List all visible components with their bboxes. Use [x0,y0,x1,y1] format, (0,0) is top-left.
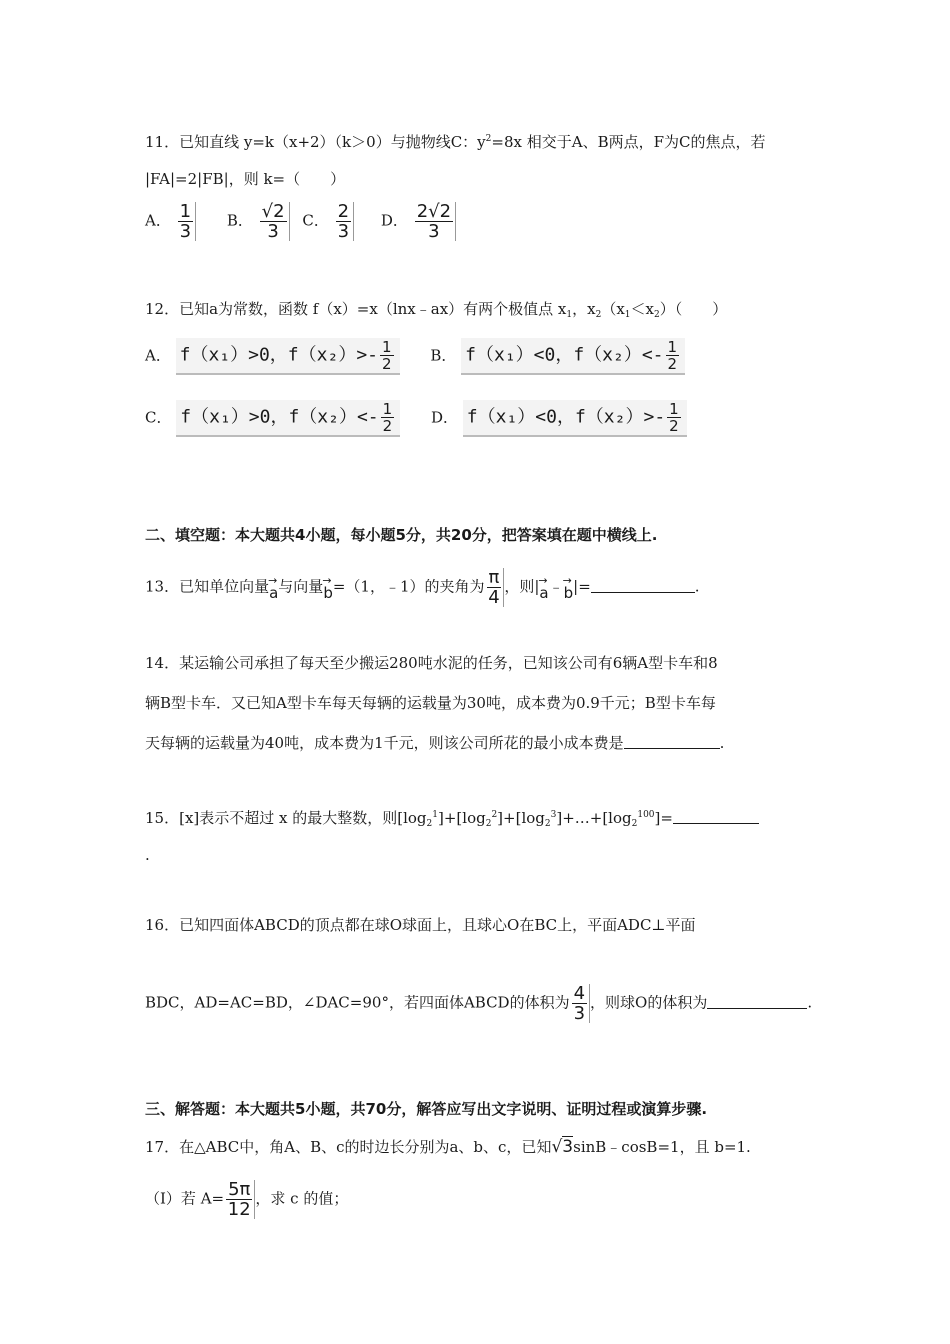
vector-a: → a [269,582,278,604]
log-base: 2 [485,819,492,829]
q11-option-c-label: C． [302,211,329,230]
q11-sup: 2 [485,134,492,144]
denominator: 3 [428,221,440,242]
q11-option-d-fraction [413,202,456,241]
q12-option-a-formula [176,338,400,375]
q12-option-c-label: C． [145,408,172,427]
q13-text-b: 与向量 [278,577,324,596]
q11-option-c [302,202,354,241]
numerator: 1 [667,338,678,356]
q13-text-c: =（1，﹣1）的夹角为 [332,577,485,596]
q17-line1 [145,1136,751,1158]
q11-option-a-fraction [176,202,196,241]
denominator: 3 [179,221,192,242]
q11-option-a [145,202,196,241]
numerator: 2√2 [416,201,452,222]
q11-text-a: 11．已知直线 y=k（x+2）（k＞0）与抛物线C：y [145,133,486,151]
q15-text: ]= [654,809,673,827]
q15-stem [145,804,759,835]
q12-option-b [430,338,685,375]
q11-option-b-label: B． [226,211,253,230]
q14-line3 [145,732,724,754]
vector-b: → b [564,582,574,604]
q12-text-a: 12．已知a为常数，函数 f（x）=x（lnx﹣ax）有两个极值点 x [145,300,567,318]
q12-option-c [145,400,400,437]
q11-stem-line1 [145,128,765,153]
q17-part1-text-b: ，求 c 的值； [255,1189,349,1208]
q12-option-a [145,338,400,375]
formula-text: f（x₁）>0，f（x₂）>- [179,344,378,366]
denominator: 3 [337,221,350,242]
q17-part1 [145,1180,348,1219]
section2-heading: 二、填空题：本大题共4小题，每小题5分，共20分，把答案填在题中横线上. [145,526,658,544]
numerator: 1 [382,400,393,418]
log-base: 2 [631,819,638,829]
q12-option-b-label: B． [430,346,457,365]
sqrt-radicand: 3 [562,1137,574,1157]
q15-text: 15．[x]表示不超过 x 的最大整数，则[log [145,809,427,827]
q16-text-b: ，则球O的体积为 [590,993,708,1012]
denominator: 3 [267,221,279,242]
q11-option-b-fraction [258,202,290,241]
numerator: π [488,567,500,588]
q16-end: . [807,993,813,1012]
q13-stem [145,568,700,607]
q17-angle-fraction [224,1180,255,1219]
q13-text-e: ﹣ [548,577,564,596]
q12-option-d-label: D． [430,408,458,427]
q12-option-c-formula [176,400,400,437]
q15-end: . [145,846,150,864]
denominator: 2 [669,417,679,435]
q16-line1: 16．已知四面体ABCD的顶点都在球O球面上，且球心O在BC上，平面ADC⊥平面 [145,916,696,934]
q15-text: ]+…+[log [556,809,632,827]
numerator: 2 [337,201,350,222]
q13-angle-fraction [485,568,505,607]
log-base: 2 [544,819,551,829]
q12-sub: 2 [595,310,602,320]
q11-option-d [381,202,456,241]
denominator: 2 [382,355,392,373]
vector-a: → a [539,582,548,604]
q16-line2 [145,984,812,1023]
numerator: 4 [573,983,586,1004]
q13-end: . [694,577,700,596]
formula-text: f（x₁）>0，f（x₂）<- [180,406,379,428]
q12-text-b: ，x [572,300,596,318]
q12-sub: 1 [566,310,573,320]
denominator: 12 [227,1199,251,1220]
q14-text: 天每辆的运载量为40吨，成本费为1千元，则该公司所花的最小成本费是 [145,734,624,752]
sqrt-sign: √ [551,1137,563,1157]
fraction [378,339,396,372]
q12-option-d-formula [463,400,687,437]
fraction [379,401,397,434]
numerator: 5π [228,1179,251,1200]
q11-option-c-fraction [334,202,354,241]
q12-options-row1 [145,338,685,375]
q15-answer-blank[interactable] [673,809,759,824]
q17-text-a: 17．在△ABC中，角A、B、c的时边长分别为a、b、c，已知 [145,1138,552,1156]
numerator: √2 [261,201,285,222]
log-arg: 100 [637,810,655,820]
q16-text-a: BDC，AD=AC=BD，∠DAC=90°，若四面体ABCD的体积为 [145,993,570,1012]
section3-heading: 三、解答题：本大题共5小题，共70分，解答应写出文字说明、证明过程或演算步骤. [145,1100,708,1118]
q12-option-a-label: A． [145,346,171,365]
q12-text-e: ）（ ） [659,300,728,318]
q13-text-d: ，则| [504,577,540,596]
q12-option-b-formula [461,338,685,375]
formula-text: f（x₁）<0，f（x₂）<- [465,344,664,366]
q11-option-a-label: A． [145,211,171,230]
log-arg: 1 [432,810,438,820]
numerator: 1 [179,201,192,222]
numerator: 1 [382,338,392,356]
q14-end: . [719,734,725,752]
q12-option-d [431,400,687,437]
q14-line2: 辆B型卡车．又已知A型卡车每天每辆的运载量为30吨，成本费为0.9千元；B型卡车每 [145,694,716,712]
fraction [664,339,682,372]
log-base: 2 [426,819,433,829]
q15-text: ]+[log [438,809,486,827]
q11-options [145,202,456,241]
q17-part1-text-a: （Ⅰ）若 A= [145,1189,225,1208]
denominator: 4 [488,587,500,608]
sqrt-symbol [551,1136,573,1157]
q12-stem [145,298,727,326]
numerator: 1 [669,400,679,418]
denominator: 3 [573,1003,586,1024]
q12-text-d: ＜x [630,300,654,318]
q14-answer-blank[interactable] [624,734,720,749]
q12-options-row2 [145,400,687,437]
denominator: 2 [667,355,678,373]
q11-text-b: =8x 相交于A、B两点，F为C的焦点，若 [491,133,766,151]
denominator: 2 [382,417,393,435]
q13-answer-blank[interactable] [591,578,695,593]
q11-stem-line2: |FA|=2|FB|，则 k=（ ） [145,170,346,188]
q12-text-c: （x [601,300,625,318]
q11-option-b [227,202,290,241]
vector-b: → b [323,582,333,604]
log-arg: 3 [550,810,557,820]
q13-text-f: |= [573,577,591,596]
q17-text-b: sinB﹣cosB=1，且 b=1. [573,1138,751,1156]
log-arg: 2 [491,810,498,820]
q12-sub: 1 [624,310,631,320]
q15-text: ]+[log [497,809,545,827]
fraction [665,401,683,434]
q13-text-a: 13．已知单位向量 [145,577,270,596]
q16-volume-fraction [570,984,590,1023]
q11-option-d-label: D． [380,211,408,230]
formula-text: f（x₁）<0，f（x₂）>- [466,406,666,428]
q16-answer-blank[interactable] [707,994,807,1009]
q12-sub: 2 [654,310,660,320]
q14-line1: 14．某运输公司承担了每天至少搬运280吨水泥的任务，已知该公司有6辆A型卡车和8 [145,654,718,672]
